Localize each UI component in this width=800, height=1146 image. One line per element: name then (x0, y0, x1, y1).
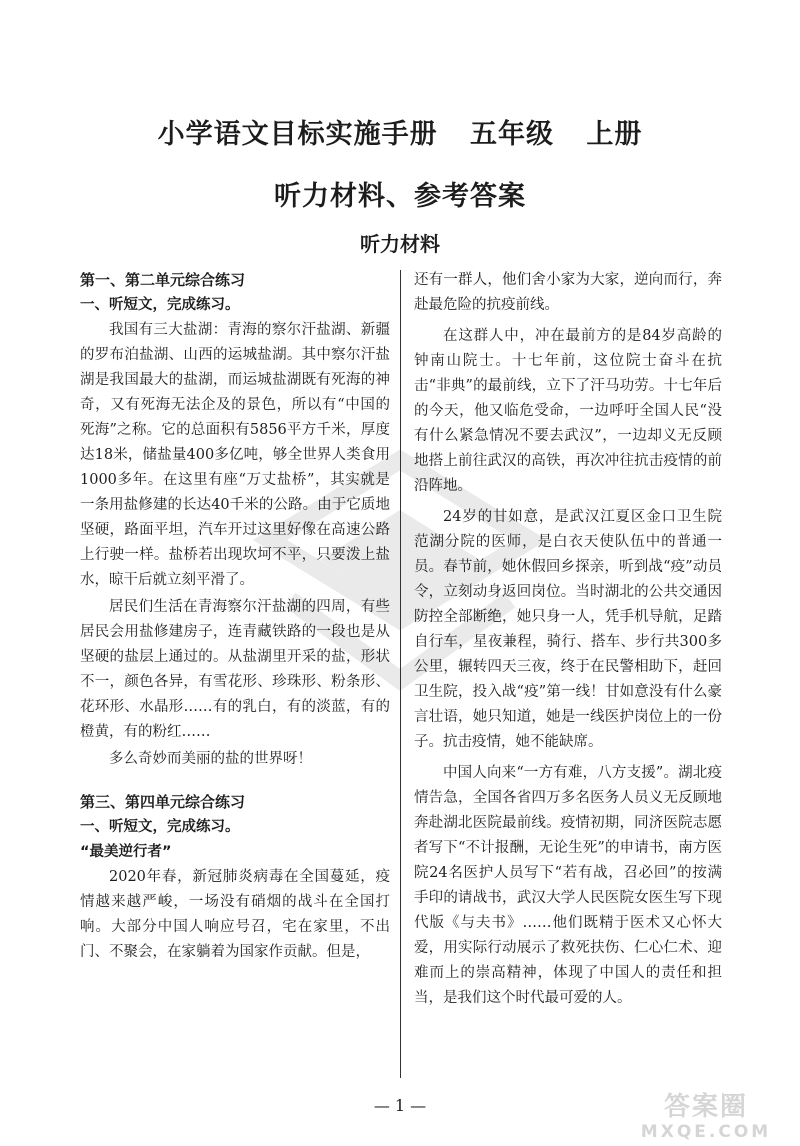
paragraph: 2020年春，新冠肺炎病毒在全国蔓延，疫情越来越严峻，一场没有硝烟的战斗在全国打响。大部分中国人响应号召，宅在家里，不出门、不聚会，在家躺着为国家作贡献。但是， (80, 869, 390, 960)
section-title: 听力材料、参考答案 (274, 181, 526, 212)
right-column (414, 268, 722, 1011)
question-heading: 一、听短文，完成练习。 (80, 819, 240, 835)
unit-heading: 第一、第二单元综合练习 (80, 271, 246, 289)
paragraph: 居民们生活在青海察尔汗盐湖的四周，有些居民会用盐修建房子，连青藏铁路的一段也是从坚硬的盐层上通过的。从盐湖里开采的盐，形状不一，颜色各异，有雪花形、珍珠形、粉条形、花环形、水晶形……有的乳白，有的淡蓝，有的橙黄，有的粉红…… (80, 599, 390, 740)
column-divider (400, 270, 401, 1078)
watermark-logo-text: 答案圈 (663, 1092, 748, 1122)
page-number: — 1 — (373, 1096, 427, 1115)
sub-title: 听力材料 (360, 232, 440, 256)
watermark-logo (622, 1086, 790, 1146)
paragraph: 24岁的甘如意，是武汉江夏区金口卫生院范湖分院的医师，是白衣天使队伍中的普通一员。春节前，她休假回乡探亲，听到战“疫”动员令，立刻动身返回岗位。当时湖北的公共交通因防控全部断绝，她只身一人，凭手机导航，足踏自行车，星夜兼程，骑行、搭车、步行共300多公里，辗转四天三夜，终于在民警相助下，赶回卫生院，投入战“疫”第一线！甘如意没有什么豪言壮语，她只知道，她是一线医护岗位上的一份子。抗击疫情，她不能缺席。 (414, 509, 722, 750)
paragraph: 我国有三大盐湖：青海的察尔汗盐湖、新疆的罗布泊盐湖、山西的运城盐湖。其中察尔汗盐湖是我国最大的盐湖，而运城盐湖既有死海的神奇，又有死海无法企及的景色，所以有“中国的死海”之称。它的总面积有5856平方千米，厚度达18米，储盐量400多亿吨，够全世界人类食用1000多年。在这里有座“万丈盐桥”，其实就是一条用盐修建的长达40千米的公路。由于它质地坚硬，路面平坦，汽车开过这里好像在高速公路上行驶一样。盐桥若出现坎坷不平，只要泼上盐水，晾干后就立刻平滑了。 (80, 322, 390, 588)
story-title: “最美逆行者” (80, 844, 172, 860)
question-heading: 一、听短文，完成练习。 (80, 297, 240, 313)
paragraph: 多么奇妙而美丽的盐的世界呀！ (109, 751, 312, 767)
paragraph: 在这群人中，冲在最前方的是84岁高龄的钟南山院士。十七年前，这位院士奋斗在抗击“非典”的最前线，立下了汗马功劳。十七年后的今天，他又临危受命，一边呼吁全国人民“没有什么紧急情况不要去武汉”，一边却义无反顾地搭上前往武汉的高铁，再次冲往抗击疫情的前沿阵地。 (414, 328, 722, 494)
left-column (80, 268, 390, 965)
paragraph: 中国人向来“一方有难，八方支援”。湖北疫情告急，全国各省四万多名医务人员义无反顾地奔赴湖北医院最前线。疫情初期，同济医院志愿者写下“不计报酬，无论生死”的申请书，南方医院24名医护人员写下“若有战，召必回”的按满手印的请战书，武汉大学人民医院女医生写下现代版《与夫书》……他们既精于医术又心怀大爱，用实际行动展示了救死扶伤、仁心仁术、迎难而上的崇高精神，体现了中国人的责任和担当，是我们这个时代最可爱的人。 (414, 765, 722, 1006)
unit-heading: 第三、第四单元综合练习 (80, 793, 246, 811)
paragraph: 还有一群人，他们舍小家为大家，逆向而行，奔赴最危险的抗疫前线。 (414, 272, 722, 313)
watermark-logo-url: MXQE.COM (640, 1122, 772, 1142)
book-title: 小学语文目标实施手册 五年级 上册 (157, 119, 643, 150)
